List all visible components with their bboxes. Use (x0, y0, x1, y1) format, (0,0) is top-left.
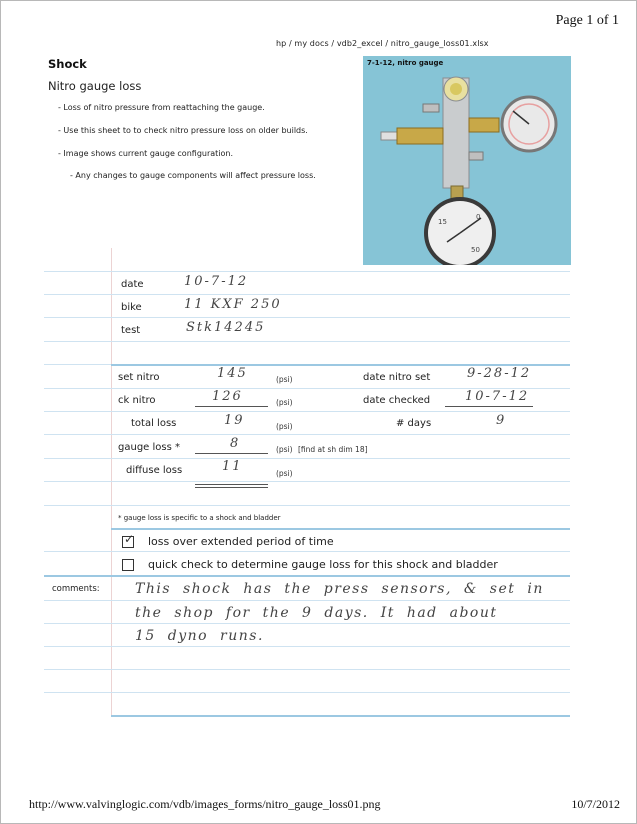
sheet-title: Nitro gauge loss (48, 79, 142, 93)
ruled-line (44, 271, 570, 272)
total-loss-label: total loss (131, 418, 177, 429)
photo-caption: 7-1-12, nitro gauge (367, 59, 444, 67)
date-checked-field[interactable]: 10-7-12 (465, 389, 530, 404)
date-checked-label: date checked (363, 395, 431, 406)
intro-bullet: - Use this sheet to to check nitro pressure loss on older builds. (58, 126, 308, 135)
date-nitro-set-label: date nitro set (363, 372, 431, 383)
ruled-line (44, 669, 570, 670)
unit-label: (psi) (276, 398, 293, 407)
gauge-tick-label: 50 (471, 246, 480, 254)
ruled-line (44, 434, 570, 435)
test-field[interactable]: Stk14245 (186, 320, 266, 335)
right-brass-fitting (469, 118, 499, 132)
ruled-line (44, 505, 570, 506)
unit-label: (psi) (276, 469, 293, 478)
section-divider (111, 528, 570, 530)
ck-nitro-underline (195, 406, 268, 407)
gauge-loss-field[interactable]: 8 (230, 436, 241, 451)
checkmark-icon: ✓ (124, 531, 135, 546)
gauge-loss-underline (195, 453, 268, 454)
left-brass-fitting (397, 128, 443, 144)
set-nitro-field[interactable]: 145 (217, 366, 248, 381)
ruled-line (44, 294, 570, 295)
option-extended-period[interactable] (122, 531, 334, 548)
comments-label: comments: (52, 584, 100, 594)
gauge-photo (363, 56, 571, 265)
ruled-line (44, 646, 570, 647)
unit-label: (psi) (276, 422, 293, 431)
date-checked-underline (445, 406, 533, 407)
ruled-line (44, 458, 570, 459)
section-divider (111, 715, 570, 717)
test-label: test (121, 325, 141, 336)
main-gauge-dial (426, 199, 494, 265)
page-number: Page 1 of 1 (555, 13, 619, 28)
checkbox-unchecked[interactable] (122, 559, 134, 571)
intro-bullet: - Image shows current gauge configuration. (58, 149, 234, 158)
unit-label: (psi) (276, 375, 293, 384)
ruled-line (44, 317, 570, 318)
days-field[interactable]: 9 (496, 413, 507, 428)
gauge-tick-label: 15 (438, 218, 447, 226)
ck-nitro-field[interactable]: 126 (212, 389, 243, 404)
total-loss-field[interactable]: 19 (224, 413, 245, 428)
diffuse-loss-double-underline (195, 487, 268, 488)
option-label: quick check to determine gauge loss for this shock and bladder (148, 558, 498, 571)
comment-line[interactable]: 15 dyno runs. (135, 628, 264, 644)
print-date: 10/7/2012 (571, 797, 620, 811)
option-label: loss over extended period of time (148, 535, 334, 548)
ruled-line (44, 600, 570, 601)
bolt-bottom (469, 152, 483, 160)
intro-bullet: - Any changes to gauge components will affect pressure loss. (70, 171, 316, 180)
ruled-line (44, 551, 570, 552)
date-nitro-set-field[interactable]: 9-28-12 (467, 366, 532, 381)
source-url: http://www.valvinglogic.com/vdb/images_forms/nitro_gauge_loss01.png (29, 797, 381, 811)
ruled-line (44, 623, 570, 624)
ck-nitro-label: ck nitro (118, 395, 156, 406)
ruled-line (44, 411, 570, 412)
bike-field[interactable]: 11 KXF 250 (184, 297, 282, 312)
ruled-line (44, 692, 570, 693)
set-nitro-label: set nitro (118, 372, 160, 383)
nitro-gauge-illustration (363, 56, 571, 265)
ruled-line (44, 341, 570, 342)
date-label: date (121, 279, 144, 290)
diffuse-loss-underline (195, 484, 268, 485)
section-divider (44, 575, 570, 577)
intro-bullet: - Loss of nitro pressure from reattaching the gauge. (58, 103, 265, 112)
file-path: hp / my docs / vdb2_excel / nitro_gauge_loss01.xlsx (276, 39, 489, 48)
diffuse-loss-field[interactable]: 11 (222, 459, 243, 474)
date-field[interactable]: 10-7-12 (184, 274, 249, 289)
gauge-loss-note: [find at sh dim 18] (298, 445, 368, 454)
valve-cap-inner (450, 83, 462, 95)
ruled-line (44, 481, 570, 482)
bike-label: bike (121, 302, 142, 313)
footnote: * gauge loss is specific to a shock and bladder (118, 514, 281, 522)
section-title: Shock (48, 57, 87, 71)
checkbox-checked[interactable] (122, 531, 135, 548)
gauge-loss-label: gauge loss * (118, 442, 180, 453)
bolt-top (423, 104, 439, 112)
days-label: # days (396, 418, 432, 429)
option-quick-check[interactable] (122, 558, 498, 571)
comment-line[interactable]: the shop for the 9 days. It had about (135, 605, 498, 621)
diffuse-loss-label: diffuse loss (126, 465, 183, 476)
comment-line[interactable]: This shock has the press sensors, & set in (135, 581, 544, 597)
gauge-tick-label: 0 (476, 213, 481, 221)
left-fitting-tip (381, 132, 397, 140)
unit-label: (psi) (276, 445, 293, 454)
